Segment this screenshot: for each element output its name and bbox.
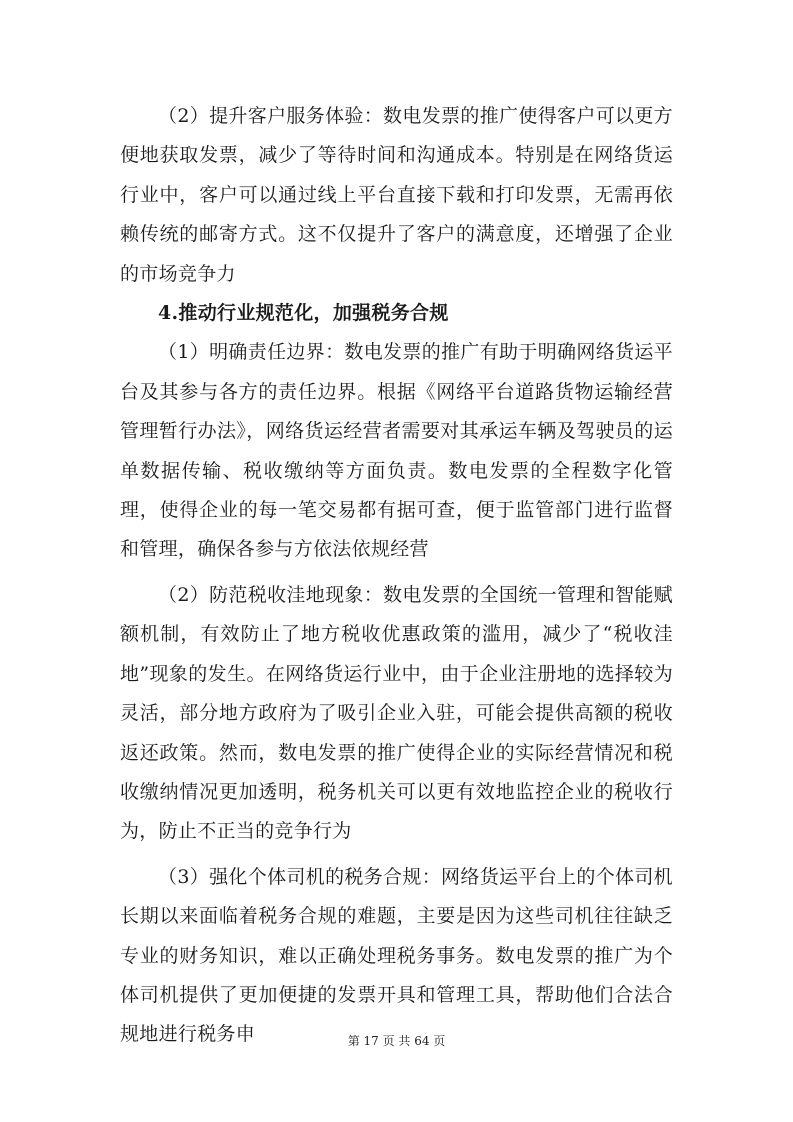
paragraph-tax-haven: （2）防范税收洼地现象：数电发票的全国统一管理和智能赋额机制，有效防止了地方税收优惠政策的滥用，减少了“税收洼地”现象的发生。在网络货运行业中，由于企业注册地的选择较为灵活，部分地方政府为了吸引企业入驻，可能会提供高额的税收返还政策。然而，数电发票的推广使得企业的实际经营情况和税收缴纳情况更加透明，税务机关可以更有效地监控企业的税收行为，防止不正当的竞争行为 [120,583,673,843]
section-heading-4: 4.推动行业规范化，加强税务合规 [158,302,449,325]
page-footer: 第 17 页 共 64 页 [347,1034,446,1048]
body-text [120,97,673,1055]
paragraph-customer-experience: （2）提升客户服务体验：数电发票的推广使得客户可以更方便地获取发票，减少了等待时间和沟通成本。特别是在网络货运行业中，客户可以通过线上平台直接下载和打印发票，无需再依赖传统的邮寄方式。这不仅提升了客户的满意度，还增强了企业的市场竞争力 [120,105,673,285]
paragraph-driver-compliance: （3）强化个体司机的税务合规：网络货运平台上的个体司机长期以来面临着税务合规的难题，主要是因为这些司机往往缺乏专业的财务知识，难以正确处理税务事务。数电发票的推广为个体司机提供了更加便捷的发票开具和管理工具，帮助他们合法合规地进行税务申 [120,865,673,1046]
paragraph-responsibility: （1）明确责任边界：数电发票的推广有助于明确网络货运平台及其参与各方的责任边界。根据《网络平台道路货物运输经营管理暂行办法》，网络货运经营者需要对其承运车辆及驾驶员的运单数据传输、税收缴纳等方面负责。数电发票的全程数字化管理，使得企业的每一笔交易都有据可查，便于监管部门进行监督和管理，确保各参与方依法依规经营 [120,341,673,561]
